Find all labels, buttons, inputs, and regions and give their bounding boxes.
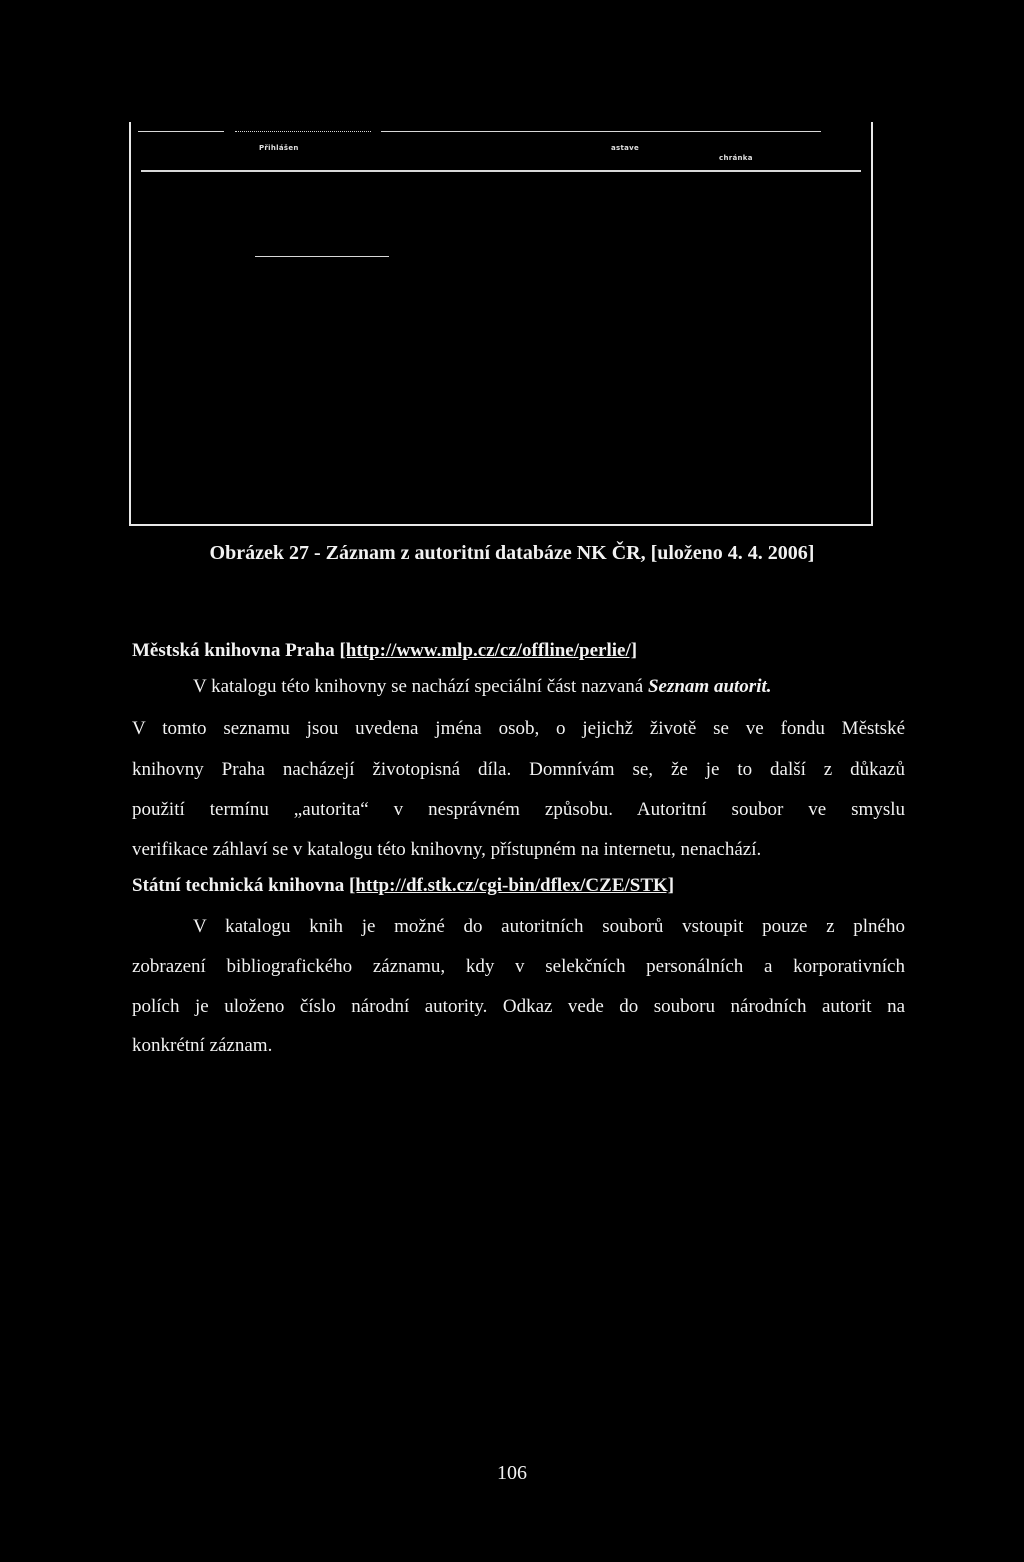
mlp-line1-emphasis: Seznam autorit. bbox=[647, 676, 772, 697]
screenshot-figure bbox=[129, 122, 873, 526]
figure-label-page: chránka bbox=[719, 154, 753, 162]
page-number: 106 bbox=[497, 1462, 527, 1484]
stk-heading-text: Státní technická knihovna bbox=[132, 875, 345, 896]
figure-rule bbox=[235, 131, 371, 132]
mlp-heading-text: Městská knihovna Praha bbox=[132, 640, 335, 661]
stk-paragraph-line-1: V katalogu knih je možné do autoritních souborů vstoupit pouze z plného bbox=[193, 916, 905, 937]
mlp-paragraph-line-3: knihovny Praha nacházejí životopisná díla. Domnívám se, že je to další z důkazů bbox=[132, 759, 905, 780]
figure-caption: Obrázek 27 - Záznam z autoritní databáze NK ČR, [uloženo 4. 4. 2006] bbox=[209, 542, 815, 564]
mlp-paragraph-line-5: verifikace záhlaví se v katalogu této knihovny, přístupném na internetu, nenachází. bbox=[132, 839, 762, 860]
mlp-line1-text: V katalogu této knihovny se nachází speciální část nazvaná bbox=[193, 676, 648, 697]
figure-label-logged-in: Přihlášen bbox=[259, 144, 299, 152]
figure-label-settings: astave bbox=[611, 144, 640, 152]
stk-paragraph-line-4: konkrétní záznam. bbox=[132, 1035, 273, 1056]
stk-paragraph-line-3: polích je uloženo číslo národní autority. Odkaz vede do souboru národních autorit na bbox=[132, 996, 905, 1017]
figure-rule bbox=[255, 256, 389, 257]
mlp-paragraph-line-4: použití termínu „autorita“ v nesprávném způsobu. Autoritní soubor ve smyslu bbox=[132, 799, 905, 820]
section-heading-mlp bbox=[132, 641, 637, 661]
mlp-paragraph-line-2: V tomto seznamu jsou uvedena jména osob, o jejichž životě se ve fondu Městské bbox=[132, 718, 905, 739]
stk-paragraph-line-2: zobrazení bibliografického záznamu, kdy v selekčních personálních a korporativních bbox=[132, 956, 905, 977]
stk-link[interactable]: [http://df.stk.cz/cgi-bin/dflex/CZE/STK] bbox=[348, 875, 675, 896]
figure-rule bbox=[138, 131, 224, 132]
section-heading-stk bbox=[132, 876, 674, 896]
mlp-paragraph-line-1 bbox=[193, 677, 772, 697]
mlp-link[interactable]: [http://www.mlp.cz/cz/offline/perlie/] bbox=[339, 640, 638, 661]
figure-rule bbox=[381, 131, 821, 132]
figure-rule bbox=[141, 170, 861, 172]
